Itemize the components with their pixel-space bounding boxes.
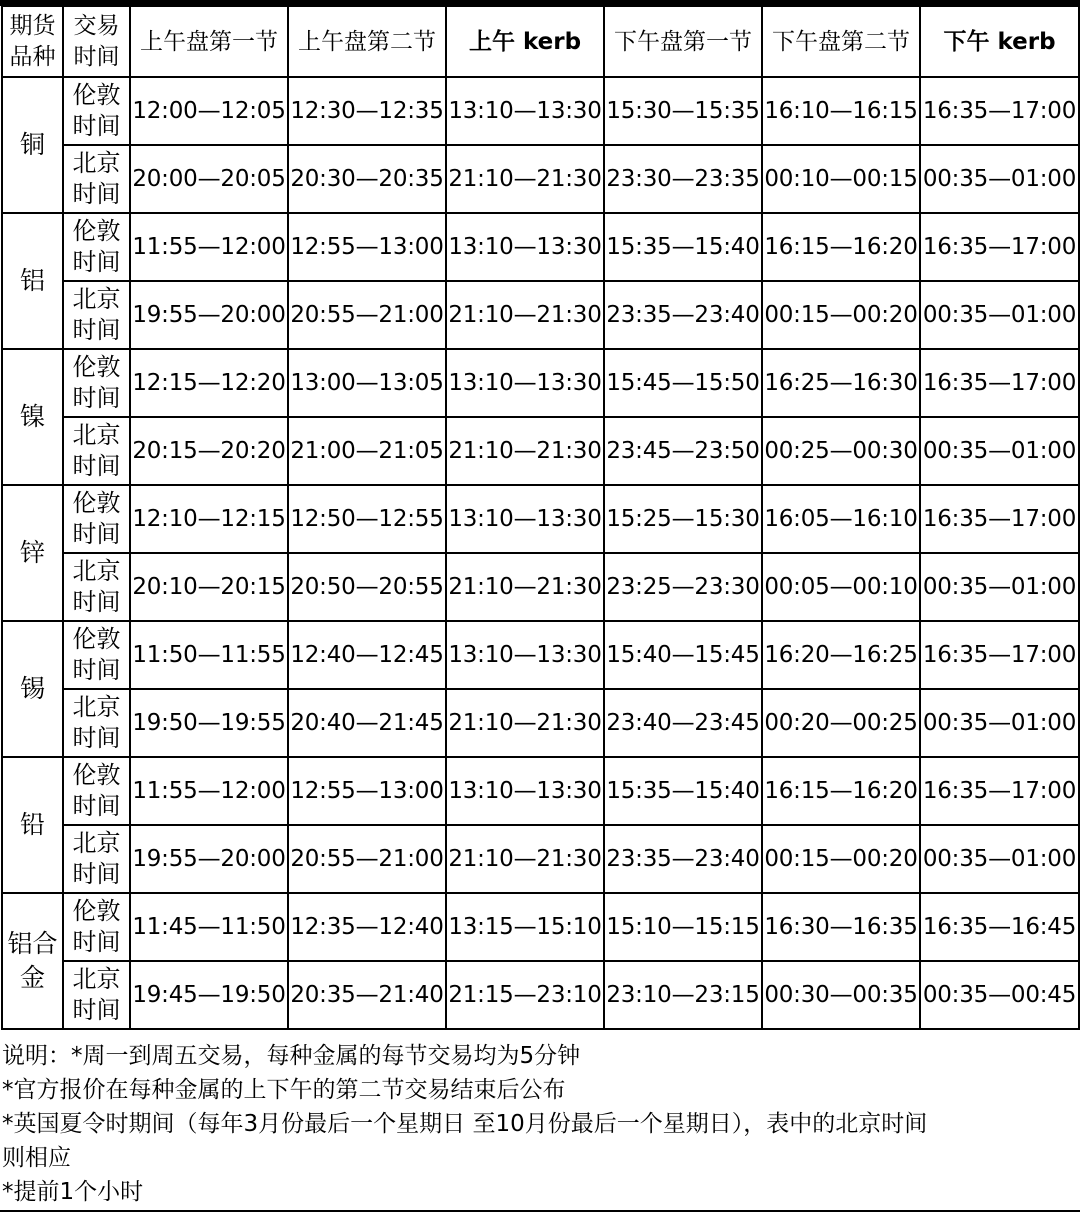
- table-row: [2, 213, 1079, 281]
- metal-name: [2, 893, 63, 1029]
- time-range-cell: 20:35—21:40: [288, 961, 446, 1029]
- time-range-cell: 16:35—17:00: [920, 757, 1079, 825]
- metal-name-part: 金: [19, 963, 45, 992]
- time-range-cell: 16:25—16:30: [762, 349, 920, 417]
- time-range-cell: 00:10—00:15: [762, 145, 920, 213]
- time-range-cell: 20:00—20:05: [130, 145, 288, 213]
- table-row: [2, 961, 1079, 1029]
- header-time-zone: 交易 时间: [63, 6, 130, 77]
- london-time-label: 伦敦 时间: [63, 77, 130, 145]
- table-row: [2, 417, 1079, 485]
- time-range-cell: 12:30—12:35: [288, 77, 446, 145]
- time-range-cell: 16:20—16:25: [762, 621, 920, 689]
- time-range-cell: 13:00—13:05: [288, 349, 446, 417]
- time-range-cell: 23:40—23:45: [604, 689, 762, 757]
- metal-name: 铅: [2, 757, 63, 893]
- beijing-time-label: 北京 时间: [63, 825, 130, 893]
- metal-name: 锌: [2, 485, 63, 621]
- beijing-time-label: 北京 时间: [63, 689, 130, 757]
- time-range-cell: 21:10—21:30: [446, 825, 604, 893]
- metal-name: 锡: [2, 621, 63, 757]
- time-range-cell: 15:35—15:40: [604, 757, 762, 825]
- table-row: [2, 621, 1079, 689]
- table-row: [2, 893, 1079, 961]
- london-time-label: 伦敦 时间: [63, 485, 130, 553]
- time-range-cell: 00:35—01:00: [920, 825, 1079, 893]
- time-range-cell: 16:05—16:10: [762, 485, 920, 553]
- header-am-session-1: 上午盘第一节: [130, 6, 288, 77]
- time-range-cell: 19:55—20:00: [130, 281, 288, 349]
- note-line: 说明：*周一到周五交易，每种金属的每节交易均为5分钟: [2, 1043, 581, 1069]
- time-range-cell: 00:35—01:00: [920, 145, 1079, 213]
- time-range-cell: 00:35—01:00: [920, 417, 1079, 485]
- london-time-label: 伦敦 时间: [63, 213, 130, 281]
- beijing-time-label: 北京 时间: [63, 281, 130, 349]
- time-range-cell: 23:10—23:15: [604, 961, 762, 1029]
- time-range-cell: 23:35—23:40: [604, 825, 762, 893]
- time-range-cell: 12:35—12:40: [288, 893, 446, 961]
- note-line: *官方报价在每种金属的上下午的第二节交易结束后公布: [2, 1077, 566, 1103]
- time-range-cell: 12:10—12:15: [130, 485, 288, 553]
- time-range-cell: 15:45—15:50: [604, 349, 762, 417]
- time-range-cell: 16:15—16:20: [762, 757, 920, 825]
- time-range-cell: 00:30—00:35: [762, 961, 920, 1029]
- london-time-label: 伦敦 时间: [63, 757, 130, 825]
- time-range-cell: 16:15—16:20: [762, 213, 920, 281]
- time-range-cell: 23:45—23:50: [604, 417, 762, 485]
- time-range-cell: 20:55—21:00: [288, 825, 446, 893]
- london-time-label: 伦敦 时间: [63, 621, 130, 689]
- header-row: [2, 6, 1079, 77]
- table-row: [2, 145, 1079, 213]
- time-range-cell: 13:10—13:30: [446, 757, 604, 825]
- header-pm-session-1: 下午盘第一节: [604, 6, 762, 77]
- time-range-cell: 16:30—16:35: [762, 893, 920, 961]
- time-range-cell: 19:45—19:50: [130, 961, 288, 1029]
- time-range-cell: 11:55—12:00: [130, 213, 288, 281]
- time-range-cell: 21:10—21:30: [446, 689, 604, 757]
- time-range-cell: 12:40—12:45: [288, 621, 446, 689]
- time-range-cell: 15:10—15:15: [604, 893, 762, 961]
- time-range-cell: 21:10—21:30: [446, 281, 604, 349]
- note-line: *英国夏令时期间（每年3月份最后一个星期日 至10月份最后一个星期日），表中的北京时间: [2, 1111, 928, 1137]
- time-range-cell: 15:40—15:45: [604, 621, 762, 689]
- time-range-cell: 16:35—17:00: [920, 213, 1079, 281]
- time-range-cell: 00:15—00:20: [762, 281, 920, 349]
- time-range-cell: 20:30—20:35: [288, 145, 446, 213]
- bottom-rule: [0, 1210, 1080, 1212]
- table-row: [2, 77, 1079, 145]
- time-range-cell: 23:25—23:30: [604, 553, 762, 621]
- time-range-cell: 00:35—01:00: [920, 689, 1079, 757]
- time-range-cell: 19:55—20:00: [130, 825, 288, 893]
- notes-block: [2, 1039, 1078, 1211]
- time-range-cell: 23:35—23:40: [604, 281, 762, 349]
- time-range-cell: 16:35—17:00: [920, 621, 1079, 689]
- beijing-time-label: 北京 时间: [63, 417, 130, 485]
- time-range-cell: 12:55—13:00: [288, 757, 446, 825]
- time-range-cell: 00:25—00:30: [762, 417, 920, 485]
- time-range-cell: 16:35—16:45: [920, 893, 1079, 961]
- london-time-label: 伦敦 时间: [63, 893, 130, 961]
- time-range-cell: 12:50—12:55: [288, 485, 446, 553]
- time-range-cell: 00:15—00:20: [762, 825, 920, 893]
- metal-name: 铝: [2, 213, 63, 349]
- header-pm-kerb: 下午 kerb: [920, 6, 1079, 77]
- metal-name: 镍: [2, 349, 63, 485]
- table-row: [2, 825, 1079, 893]
- time-range-cell: 16:35—17:00: [920, 349, 1079, 417]
- header-am-session-2: 上午盘第二节: [288, 6, 446, 77]
- time-range-cell: 11:55—12:00: [130, 757, 288, 825]
- time-range-cell: 21:00—21:05: [288, 417, 446, 485]
- trading-hours-table: [1, 5, 1080, 1030]
- london-time-label: 伦敦 时间: [63, 349, 130, 417]
- time-range-cell: 13:10—13:30: [446, 621, 604, 689]
- time-range-cell: 20:40—21:45: [288, 689, 446, 757]
- time-range-cell: 21:10—21:30: [446, 145, 604, 213]
- table-row: [2, 757, 1079, 825]
- note-line: *提前1个小时: [2, 1179, 144, 1205]
- time-range-cell: 20:10—20:15: [130, 553, 288, 621]
- header-metal-type: 期货 品种: [2, 6, 63, 77]
- time-range-cell: 11:50—11:55: [130, 621, 288, 689]
- beijing-time-label: 北京 时间: [63, 145, 130, 213]
- table-row: [2, 485, 1079, 553]
- time-range-cell: 15:35—15:40: [604, 213, 762, 281]
- time-range-cell: 00:35—00:45: [920, 961, 1079, 1029]
- time-range-cell: 13:15—15:10: [446, 893, 604, 961]
- time-range-cell: 13:10—13:30: [446, 349, 604, 417]
- time-range-cell: 20:55—21:00: [288, 281, 446, 349]
- table-row: [2, 689, 1079, 757]
- time-range-cell: 21:10—21:30: [446, 417, 604, 485]
- time-range-cell: 16:35—17:00: [920, 485, 1079, 553]
- beijing-time-label: 北京 时间: [63, 553, 130, 621]
- time-range-cell: 11:45—11:50: [130, 893, 288, 961]
- time-range-cell: 12:00—12:05: [130, 77, 288, 145]
- table-row: [2, 553, 1079, 621]
- metal-name: 铜: [2, 77, 63, 213]
- time-range-cell: 00:35—01:00: [920, 281, 1079, 349]
- header-pm-session-2: 下午盘第二节: [762, 6, 920, 77]
- time-range-cell: 21:15—23:10: [446, 961, 604, 1029]
- time-range-cell: 13:10—13:30: [446, 213, 604, 281]
- time-range-cell: 15:25—15:30: [604, 485, 762, 553]
- time-range-cell: 12:55—13:00: [288, 213, 446, 281]
- time-range-cell: 23:30—23:35: [604, 145, 762, 213]
- time-range-cell: 21:10—21:30: [446, 553, 604, 621]
- beijing-time-label: 北京 时间: [63, 961, 130, 1029]
- header-am-kerb: 上午 kerb: [446, 6, 604, 77]
- time-range-cell: 13:10—13:30: [446, 77, 604, 145]
- metal-name-part: 铝合: [7, 929, 58, 958]
- time-range-cell: 15:30—15:35: [604, 77, 762, 145]
- table-row: [2, 281, 1079, 349]
- time-range-cell: 00:05—00:10: [762, 553, 920, 621]
- time-range-cell: 16:35—17:00: [920, 77, 1079, 145]
- time-range-cell: 20:50—20:55: [288, 553, 446, 621]
- time-range-cell: 13:10—13:30: [446, 485, 604, 553]
- time-range-cell: 00:20—00:25: [762, 689, 920, 757]
- time-range-cell: 16:10—16:15: [762, 77, 920, 145]
- time-range-cell: 19:50—19:55: [130, 689, 288, 757]
- time-range-cell: 12:15—12:20: [130, 349, 288, 417]
- time-range-cell: 20:15—20:20: [130, 417, 288, 485]
- note-line: 则相应: [2, 1145, 71, 1171]
- table-row: [2, 349, 1079, 417]
- time-range-cell: 00:35—01:00: [920, 553, 1079, 621]
